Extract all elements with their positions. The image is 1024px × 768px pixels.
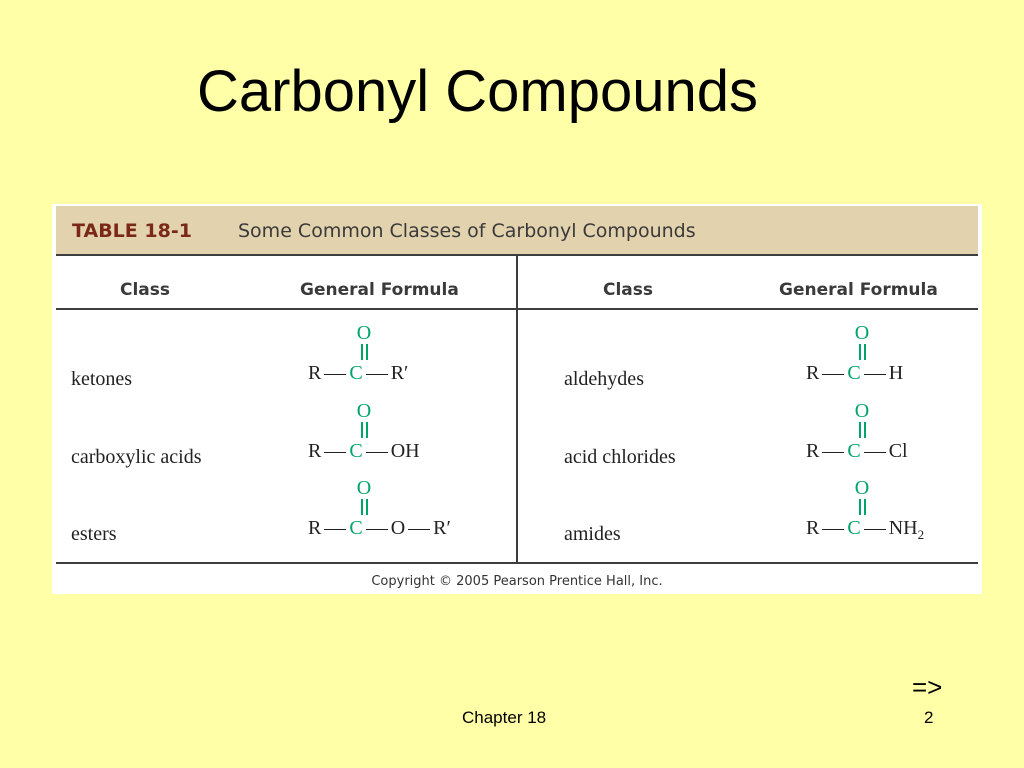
formula-ketones — [308, 322, 508, 382]
formula-chain — [806, 440, 908, 463]
header-class-left: Class — [120, 280, 171, 300]
substituent: Cl — [888, 440, 908, 462]
single-bond — [864, 529, 886, 531]
formula-chain — [308, 362, 408, 385]
table-bottom-rule — [56, 562, 978, 564]
carbonyl-oxygen: O — [356, 322, 372, 344]
single-bond — [822, 452, 844, 454]
double-bond-line — [859, 499, 861, 515]
r-group: R — [308, 440, 322, 462]
carbonyl-carbon: C — [349, 440, 363, 462]
class-amides: amides — [564, 523, 621, 545]
carbonyl-oxygen: O — [854, 400, 870, 422]
carbonyl-carbon: C — [349, 517, 363, 539]
formula-chain — [806, 517, 924, 543]
subscript: 2 — [917, 527, 925, 542]
r-group: R — [308, 517, 322, 539]
substituent: R′ — [433, 517, 451, 539]
class-ketones: ketones — [71, 368, 133, 390]
r-group: R — [806, 440, 820, 462]
formula-amides — [806, 477, 1006, 542]
table-caption-band — [56, 206, 978, 256]
single-bond — [324, 374, 346, 376]
carbonyl-carbon: C — [349, 362, 363, 384]
single-bond — [822, 529, 844, 531]
formula-acid-chlorides — [806, 400, 1006, 460]
page-number: 2 — [924, 708, 934, 727]
carbonyl-carbon: C — [847, 440, 861, 462]
single-bond — [864, 452, 886, 454]
class-carboxylic-acids: carboxylic acids — [71, 446, 202, 468]
single-bond — [324, 529, 346, 531]
double-bond-line — [361, 499, 363, 515]
formula-chain — [308, 517, 451, 540]
double-bond-line — [859, 422, 861, 438]
double-bond-line — [366, 344, 368, 360]
header-class-right: Class — [603, 280, 654, 300]
single-bond — [366, 529, 388, 531]
single-bond — [366, 374, 388, 376]
single-bond — [408, 529, 430, 531]
substituent: NH — [888, 517, 918, 539]
double-bond-line — [361, 422, 363, 438]
double-bond-line — [864, 422, 866, 438]
substituent: R′ — [390, 362, 409, 384]
r-group: R — [308, 362, 322, 384]
header-formula-right: General Formula — [779, 280, 938, 300]
footer-chapter: Chapter 18 — [462, 708, 547, 727]
r-group: R — [806, 517, 820, 539]
ester-oxygen: O — [390, 517, 406, 539]
r-group: R — [806, 362, 820, 384]
formula-esters — [308, 477, 508, 537]
class-aldehydes: aldehydes — [564, 368, 644, 390]
formula-aldehydes — [806, 322, 1006, 382]
header-formula-left: General Formula — [300, 280, 459, 300]
single-bond — [822, 374, 844, 376]
column-divider — [516, 254, 518, 562]
single-bond — [864, 374, 886, 376]
class-acid-chlorides: acid chlorides — [564, 446, 676, 468]
table-caption: Some Common Classes of Carbonyl Compounds — [238, 220, 696, 242]
formula-carboxylic-acids — [308, 400, 508, 460]
double-bond-line — [864, 499, 866, 515]
double-bond-line — [859, 344, 861, 360]
carbonyl-carbon: C — [847, 517, 861, 539]
class-esters: esters — [71, 523, 117, 545]
single-bond — [324, 452, 346, 454]
formula-chain — [806, 362, 903, 385]
formula-chain — [308, 440, 420, 463]
carbonyl-table-figure — [52, 204, 982, 594]
carbonyl-oxygen: O — [356, 400, 372, 422]
double-bond-line — [864, 344, 866, 360]
double-bond-line — [366, 422, 368, 438]
double-bond-line — [366, 499, 368, 515]
substituent: H — [888, 362, 904, 384]
copyright-notice: Copyright © 2005 Pearson Prentice Hall, Inc. — [371, 574, 663, 589]
carbonyl-oxygen: O — [356, 477, 372, 499]
substituent: OH — [390, 440, 420, 462]
next-slide-arrow[interactable]: => — [912, 672, 943, 702]
carbonyl-oxygen: O — [854, 477, 870, 499]
double-bond-line — [361, 344, 363, 360]
carbonyl-oxygen: O — [854, 322, 870, 344]
carbonyl-carbon: C — [847, 362, 861, 384]
slide-title: Carbonyl Compounds — [197, 59, 758, 124]
single-bond — [366, 452, 388, 454]
table-number: TABLE 18-1 — [72, 220, 192, 242]
